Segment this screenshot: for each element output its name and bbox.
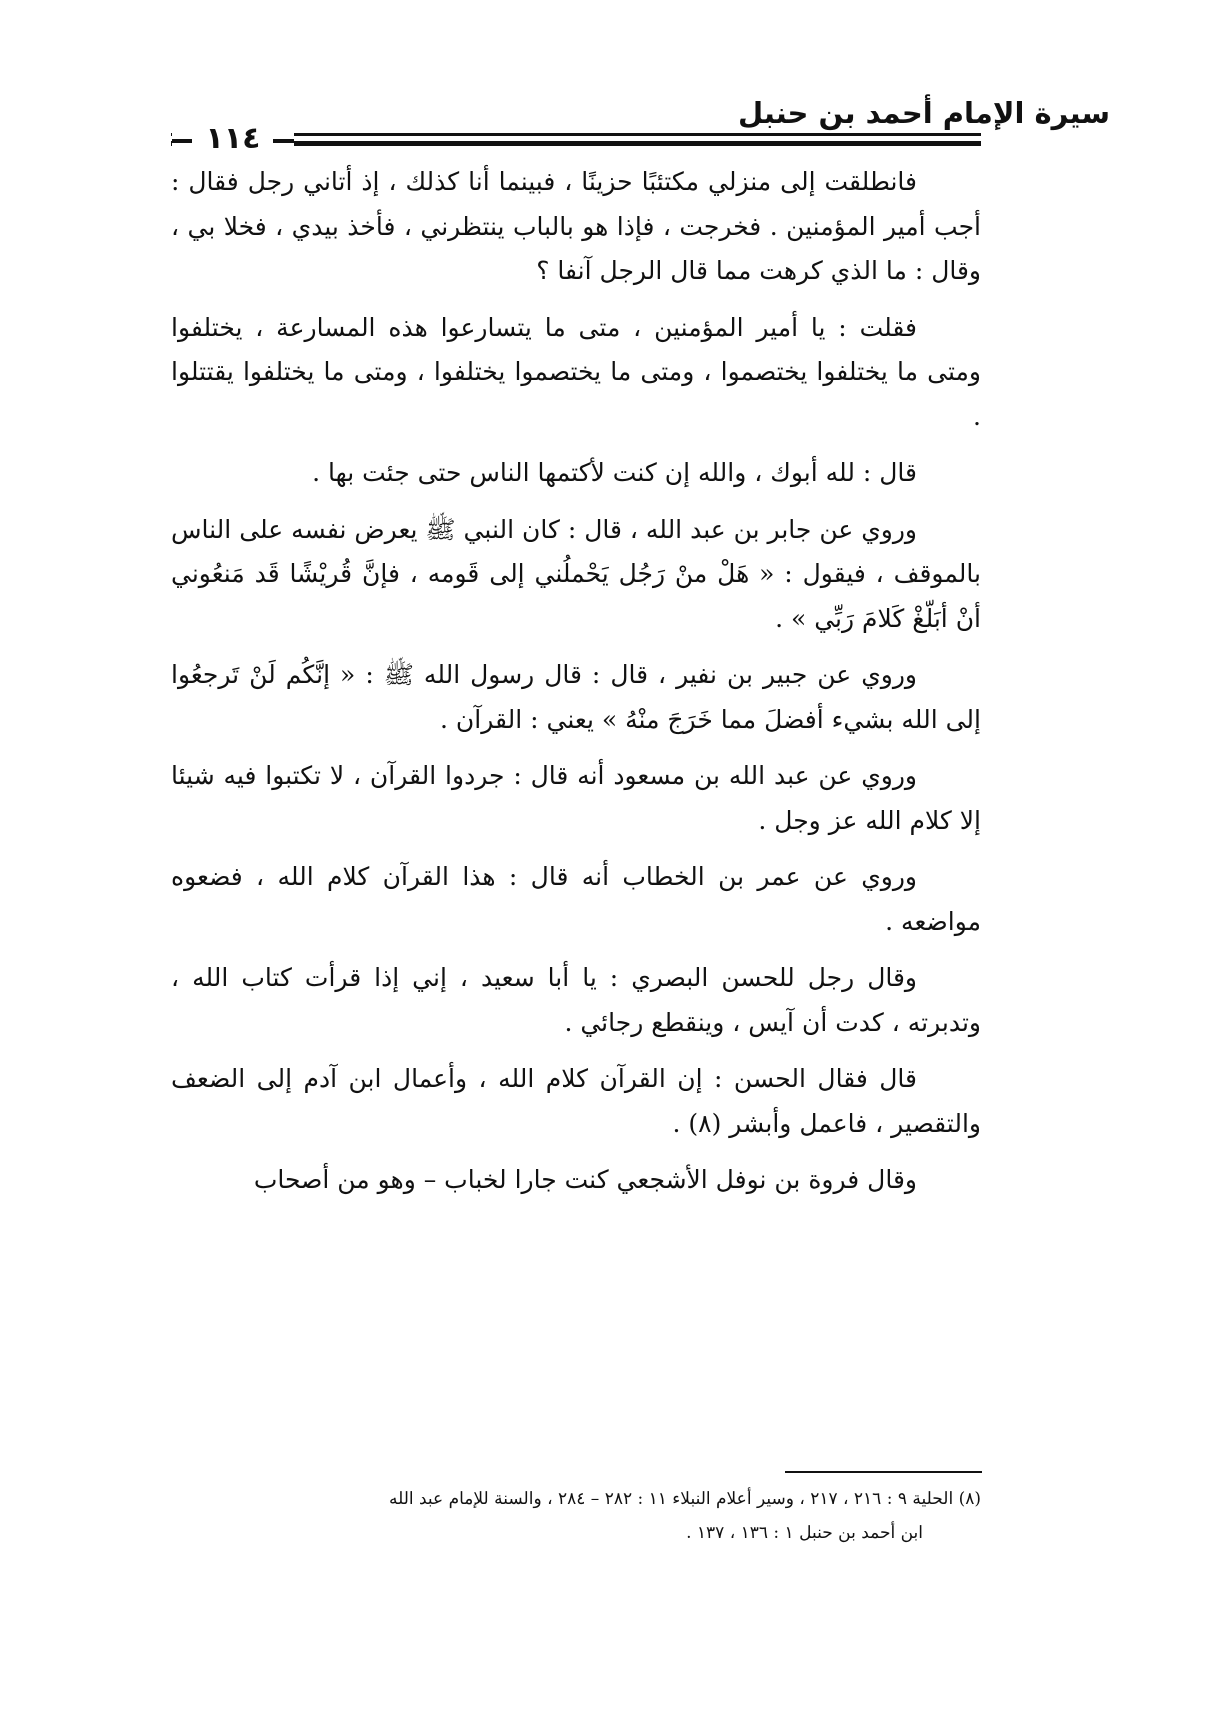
paragraph: وروي عن جبير بن نفير ، قال : قال رسول الله ﷺ : « إنَّكُم لَنْ تَرجعُوا إلى الله بشيء أفضلَ مما خَرَجَ منْهُ » يعني : القرآن . <box>171 660 981 734</box>
body-text <box>171 160 981 1215</box>
footnote-line: ابن أحمد بن حنبل ١ : ١٣٦ ، ١٣٧ . <box>686 1523 923 1543</box>
footnote-line: (٨) الحلية ٩ : ٢١٦ ، ٢١٧ ، وسير أعلام النبلاء ١١ : ٢٨٢ – ٢٨٤ ، والسنة للإمام عبد الله <box>388 1489 981 1509</box>
paragraph: وروي عن جابر بن عبد الله ، قال : كان النبي ﷺ يعرض نفسه على الناس بالموقف ، فيقول : « هَلْ منْ رَجُل يَحْملُني إلى قَومه ، فإنَّ قُريْشًا قَد مَنعُوني أنْ أبَلّغْ كَلامَ رَبِّي » . <box>171 514 981 633</box>
paragraph: وروي عن عبد الله بن مسعود أنه قال : جردوا القرآن ، لا تكتبوا فيه شيئا إلا كلام الله عز وجل . <box>171 761 981 835</box>
footnote-separator <box>785 1471 982 1473</box>
paragraph: وقال فروة بن نوفل الأشجعي كنت جارا لخباب – وهو من أصحاب <box>253 1165 917 1194</box>
paragraph: فقلت : يا أمير المؤمنين ، متى ما يتسارعوا هذه المسارعة ، يختلفوا ومتى ما يختلفوا يختصموا ، ومتى ما يختصموا يختلفوا ، ومتى ما يختلفوا يقتتلوا . <box>171 312 981 431</box>
page-number: ١١٤ <box>205 121 261 156</box>
paragraph: فانطلقت إلى منزلي مكتئبًا حزينًا ، فبينما أنا كذلك ، إذ أتاني رجل فقال : أجب أمير المؤمنين . فخرجت ، فإذا هو بالباب ينتظرني ، فأخذ بيدي ، فخلا بي ، وقال : ما الذي كرهت مما قال الرجل آنفا ؟ <box>171 167 981 285</box>
page-number-bar-left <box>172 139 192 143</box>
page-number-bar-right <box>273 139 294 143</box>
running-title: سيرة الإمام أحمد بن حنبل <box>737 96 1110 130</box>
paragraph: قال فقال الحسن : إن القرآن كلام الله ، وأعمال ابن آدم إلى الضعف والتقصير ، فاعمل وأبشر (٨) . <box>171 1064 981 1138</box>
paragraph: قال : لله أبوك ، والله إن كنت لأكتمها الناس حتى جئت بها . <box>312 458 917 487</box>
footnotes <box>171 1482 981 1550</box>
paragraph: وقال رجل للحسن البصري : يا أبا سعيد ، إني إذا قرأت كتاب الله ، وتدبرته ، كدت أن آيس ، وينقطع رجائي . <box>171 963 981 1037</box>
paragraph: وروي عن عمر بن الخطاب أنه قال : هذا القرآن كلام الله ، فضعوه مواضعه . <box>171 862 981 936</box>
